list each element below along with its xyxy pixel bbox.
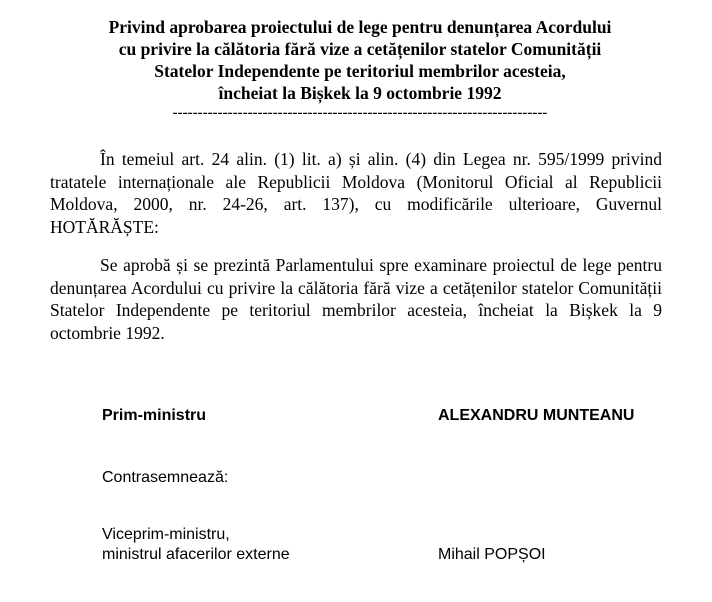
prime-minister-role: Prim-ministru xyxy=(102,407,207,424)
vice-pm-role-line2: ministrul afacerilor externe xyxy=(102,546,290,563)
document-title xyxy=(40,16,680,104)
title-line: Privind aprobarea proiectului de lege pentru denunțarea Acordului xyxy=(108,17,612,37)
title-separator: --------------------------------------------------------------------------- xyxy=(172,105,548,121)
legal-basis-paragraph: În temeiul art. 24 alin. (1) lit. a) și alin. (4) din Legea nr. 595/1999 privind tratatele internaționale ale Republicii Moldova (Monitorul Oficial al Republicii Moldova, 2000, nr. 24-26, art. 137), cu modificările ulterioare, Guvernul HOTĂRĂȘTE: xyxy=(50,149,662,237)
countersign-label: Contrasemnează: xyxy=(102,469,229,486)
prime-minister-name: ALEXANDRU MUNTEANU xyxy=(438,407,635,424)
title-line: Statelor Independente pe teritoriul membrilor acesteia, xyxy=(154,61,566,81)
vice-pm-role-line1: Viceprim-ministru, xyxy=(102,526,230,543)
title-line: cu privire la călătoria fără vize a cetățenilor statelor Comunității xyxy=(118,39,602,59)
title-line: încheiat la Bișkek la 9 octombrie 1992 xyxy=(218,83,502,103)
decision-paragraph: Se aprobă și se prezintă Parlamentului spre examinare proiectul de lege pentru denunțarea Acordului cu privire la călătoria fără vize a cetățenilor statelor Comunității Statelor Independente pe teritoriul membrilor acesteia, încheiat la Bișkek la 9 octombrie 1992. xyxy=(50,255,662,343)
vice-pm-name: Mihail POPȘOI xyxy=(438,546,546,563)
